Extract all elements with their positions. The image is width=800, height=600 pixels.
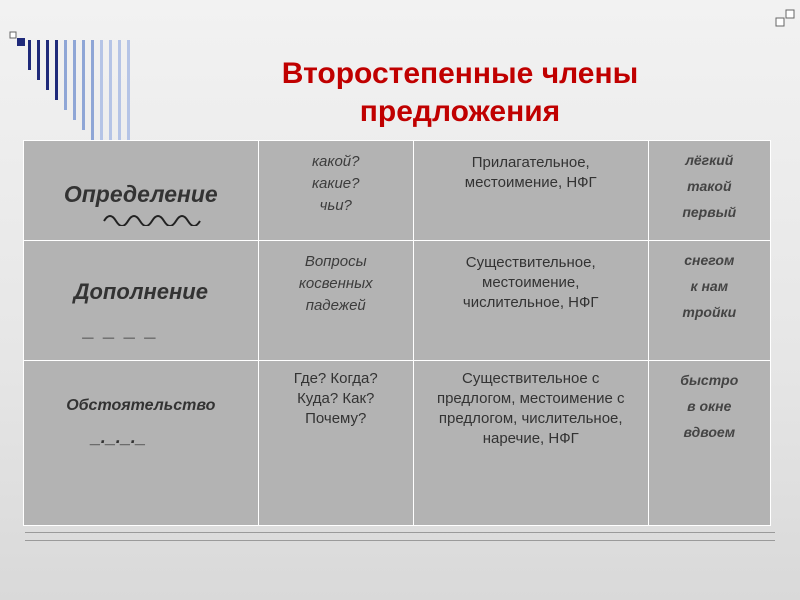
parts-of-speech-text: Существительное, местоимение, числительное, НФГ (462, 254, 599, 311)
divider-line-top (25, 532, 775, 533)
examples-cell (648, 141, 770, 241)
title-line-1: Второстепенные члены (281, 57, 639, 90)
example-text: снегом (684, 252, 735, 268)
table-row (24, 361, 771, 526)
divider-line-bottom (25, 540, 775, 541)
example-text: быстро (680, 372, 739, 388)
term-label: Обстоятельство (66, 397, 216, 414)
parts-of-speech-cell (413, 361, 648, 526)
examples-cell (648, 241, 770, 361)
term-label: Определение (63, 181, 218, 207)
example-text: вдвоем (683, 424, 736, 440)
title-line-2: предложения (359, 95, 561, 128)
question-text: чьи? (319, 197, 352, 214)
table-row (24, 241, 771, 361)
example-text: лёгкий (685, 152, 734, 168)
examples-cell (648, 361, 770, 526)
parts-of-speech-cell (413, 241, 648, 361)
questions-cell (258, 141, 413, 241)
parts-of-speech-cell (413, 141, 648, 241)
question-text: какие? (311, 175, 360, 192)
term-label: Дополнение (73, 279, 208, 304)
dashed-underline-icon: _ _ _ _ (83, 319, 159, 341)
term-cell (24, 141, 259, 241)
example-text: тройки (682, 304, 737, 320)
slide-title (180, 55, 740, 131)
parts-of-speech-text: Прилагательное, местоимение, НФГ (464, 154, 597, 191)
question-text: Где? Когда? Куда? Как? Почему? (293, 370, 378, 427)
question-text: Вопросы косвенных падежей (298, 253, 373, 314)
example-text: первый (682, 204, 737, 220)
example-text: такой (687, 178, 732, 194)
example-text: к нам (690, 278, 729, 294)
term-cell (24, 361, 259, 526)
term-cell (24, 241, 259, 361)
question-text: какой? (311, 153, 360, 170)
questions-cell (258, 361, 413, 526)
dash-dot-underline-icon: _._._._ (90, 427, 146, 447)
questions-cell (258, 241, 413, 361)
members-table (23, 140, 771, 526)
example-text: в окне (687, 398, 732, 414)
parts-of-speech-text: Существительное с предлогом, местоимение с предлогом, числительное, наречие, НФГ (436, 370, 625, 447)
wavy-underline-icon (102, 210, 202, 226)
table-row (24, 141, 771, 241)
